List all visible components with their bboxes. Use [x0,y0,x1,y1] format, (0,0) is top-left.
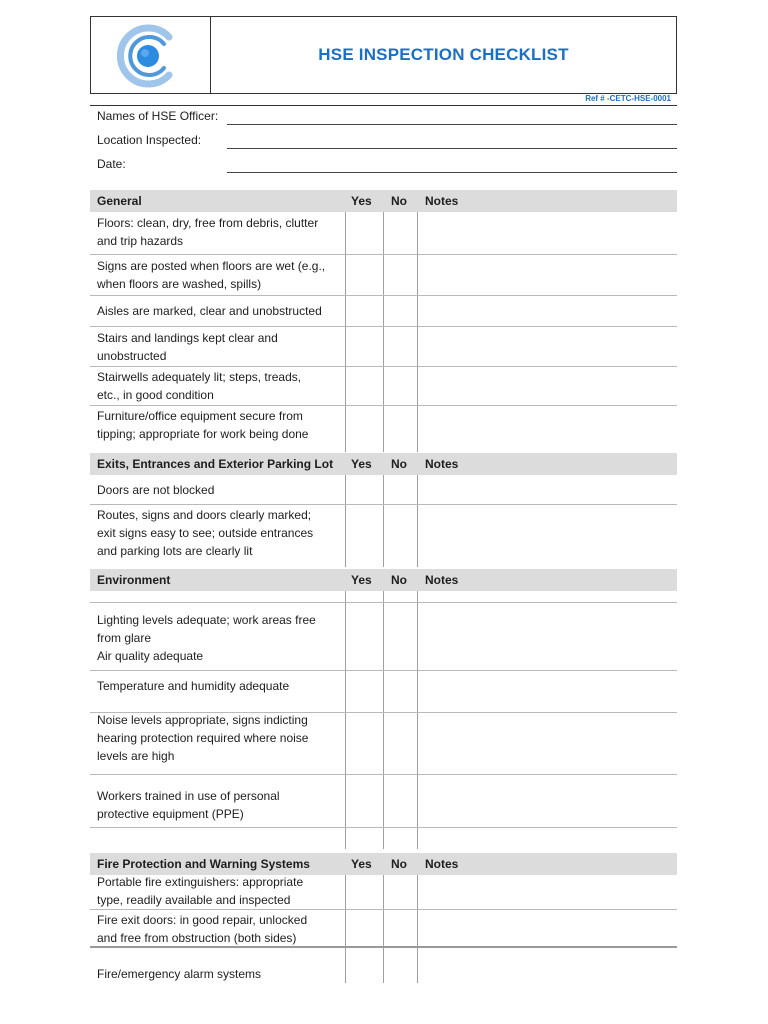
table-row: Lighting levels adequate; work areas free from glare Air quality adequate [97,613,316,663]
officer-label: Names of HSE Officer: [97,109,219,123]
table-row: Aisles are marked, clear and unobstructed [97,304,322,318]
reference-number: Ref # -CETC-HSE-0001 [585,94,671,103]
yes-column-header: Yes [351,573,372,587]
section-title: General [97,194,142,208]
no-column-header: No [391,573,407,587]
yes-column-header: Yes [351,194,372,208]
section-header-fire-protection [90,853,677,875]
table-row: Portable fire extinguishers: appropriate type, readily available and inspected [97,875,304,907]
table-row: Workers trained in use of personal protective equipment (PPE) [97,789,280,821]
document-header [90,16,677,94]
logo-cell [91,17,211,93]
section-header-general [90,190,677,212]
table-row: Noise levels appropriate, signs indicting hearing protection required where noise levels are high [97,713,309,763]
officer-field[interactable] [227,124,677,125]
table-row: Floors: clean, dry, free from debris, clutter and trip hazards [97,216,319,248]
table-row: Fire/emergency alarm systems [97,967,262,981]
table-row: Fire exit doors: in good repair, unlocked and free from obstruction (both sides) [97,913,308,945]
section-title: Environment [97,573,171,587]
table-row: Stairs and landings kept clear and unobstructed [97,331,278,363]
notes-column-header: Notes [425,857,459,871]
table-row: Signs are posted when floors are wet (e.g., when floors are washed, spills) [97,259,326,291]
table-row: Doors are not blocked [97,483,215,497]
section-title: Fire Protection and Warning Systems [97,857,310,871]
section-header-exits [90,453,677,475]
yes-column-header: Yes [351,457,372,471]
notes-column-header: Notes [425,194,459,208]
location-label: Location Inspected: [97,133,202,147]
company-logo-icon [115,23,181,89]
no-column-header: No [391,457,407,471]
table-row: Routes, signs and doors clearly marked; exit signs easy to see; outside entrances and parking lots are clearly lit [97,508,314,558]
table-row: Stairwells adequately lit; steps, treads, etc., in good condition [97,370,302,402]
notes-column-header: Notes [425,457,459,471]
no-column-header: No [391,857,407,871]
yes-column-header: Yes [351,857,372,871]
notes-column-header: Notes [425,573,459,587]
table-row: Furniture/office equipment secure from tipping; appropriate for work being done [97,409,309,441]
page-title: HSE INSPECTION CHECKLIST [318,45,569,64]
no-column-header: No [391,194,407,208]
table-row: Temperature and humidity adequate [97,679,290,693]
section-title: Exits, Entrances and Exterior Parking Lot [97,457,334,471]
location-field[interactable] [227,148,677,149]
date-label: Date: [97,157,126,171]
reference-row [90,93,677,106]
date-field[interactable] [227,172,677,173]
section-header-environment [90,569,677,591]
